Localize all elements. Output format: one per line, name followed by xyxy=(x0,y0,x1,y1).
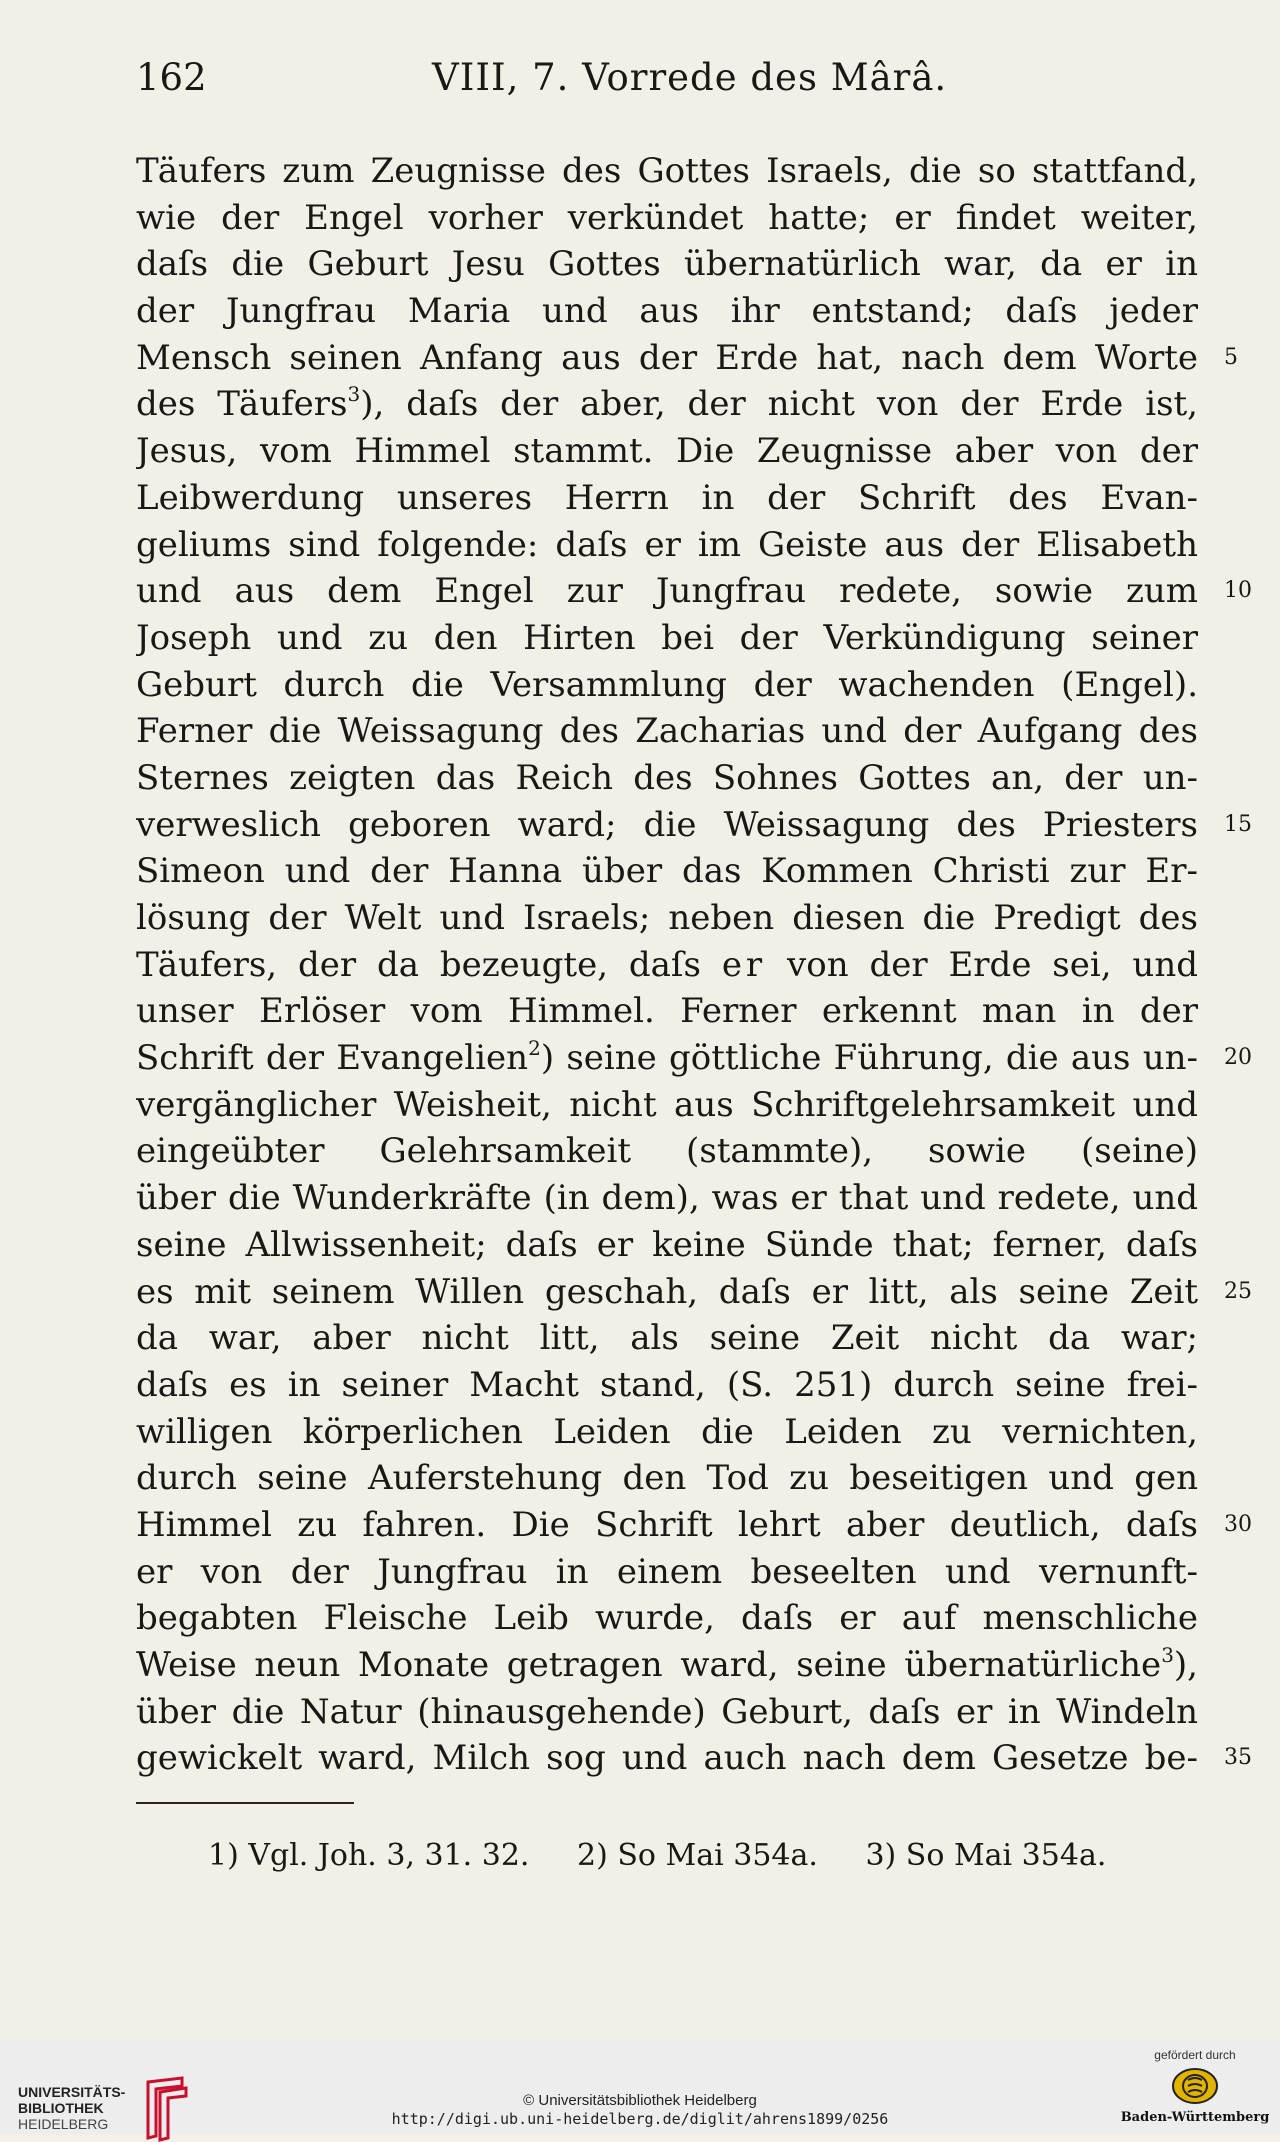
text-line xyxy=(136,942,1198,989)
text-line xyxy=(136,241,1198,288)
text-line xyxy=(136,1315,1198,1362)
text-line xyxy=(136,1735,1252,1782)
body-text xyxy=(136,148,1252,1782)
line-text: Täufers zum Zeugnisse des Gottes Israels, die so stattfand, xyxy=(136,151,1198,191)
line-text: da war, aber nicht litt, als seine Zeit nicht da war; xyxy=(136,1318,1198,1359)
text-line xyxy=(136,1269,1252,1316)
text-line xyxy=(136,1502,1252,1549)
text-line xyxy=(136,662,1198,709)
text-line xyxy=(136,288,1198,335)
line-text xyxy=(136,381,1198,428)
text-line xyxy=(136,1362,1198,1409)
text-line xyxy=(136,802,1252,849)
footnotes xyxy=(208,1834,1198,1878)
line-text: Joseph und zu den Hirten bei der Verkündigung seiner xyxy=(136,617,1198,658)
line-text xyxy=(136,1642,1198,1689)
text-line xyxy=(136,381,1198,428)
text-line xyxy=(136,195,1198,242)
line-text: Mensch seinen Anfang aus der Erde hat, nach dem Worte xyxy=(136,337,1198,378)
text-line xyxy=(136,615,1198,662)
line-text: es mit seinem Willen geschah, daſs er litt, als seine Zeit xyxy=(136,1271,1198,1312)
line-text: geliums sind folgende: daſs er im Geiste aus der Elisabeth xyxy=(136,524,1198,565)
line-text-part: von der Erde sei, und xyxy=(766,944,1198,985)
line-text: Ferner die Weissagung des Zacharias und der Aufgang des xyxy=(136,711,1198,752)
line-text-part: Schrift der Evangelien xyxy=(136,1038,529,1079)
line-text-part: ), daſs der aber, der nicht von der Erde ist, xyxy=(360,384,1198,425)
footnote-3: 3) So Mai 354a. xyxy=(865,1838,1107,1873)
page-number: 162 xyxy=(136,56,207,99)
footnote-reference: 2 xyxy=(528,1036,541,1061)
line-text: Simeon und der Hanna über das Kommen Christi zur Er- xyxy=(136,851,1198,892)
text-line xyxy=(136,475,1198,522)
line-number: 25 xyxy=(1224,1278,1252,1304)
text-line xyxy=(136,522,1198,569)
line-number: 5 xyxy=(1224,344,1238,370)
line-text: unser Erlöser vom Himmel. Ferner erkennt man in der xyxy=(136,991,1198,1032)
text-line xyxy=(136,988,1198,1035)
text-line xyxy=(136,755,1198,802)
text-line xyxy=(136,148,1198,195)
line-text-part: ), xyxy=(1173,1645,1198,1685)
line-text: durch seine Auferstehung den Tod zu beseitigen und gen xyxy=(136,1458,1198,1499)
baden-wuerttemberg-seal-icon xyxy=(1170,2066,1220,2106)
footer-bar xyxy=(0,2040,1280,2134)
text-line xyxy=(136,895,1198,942)
line-text: Sternes zeigten das Reich des Sohnes Gottes an, der un- xyxy=(136,757,1198,798)
line-text: Geburt durch die Versammlung der wachenden (Engel). xyxy=(136,664,1198,705)
text-line xyxy=(136,1175,1198,1222)
text-line xyxy=(136,1455,1198,1502)
line-number: 10 xyxy=(1224,578,1252,604)
page-header xyxy=(136,56,1196,106)
text-line xyxy=(136,1128,1198,1175)
line-text: Himmel zu fahren. Die Schrift lehrt aber deutlich, daſs xyxy=(136,1504,1198,1545)
emphasized-word: er xyxy=(721,944,767,985)
text-line xyxy=(136,568,1252,615)
copyright-notice: © Universitätsbibliothek Heidelberg xyxy=(523,2092,757,2109)
footnote-reference: 3 xyxy=(1161,1643,1174,1667)
line-text xyxy=(136,942,1198,989)
line-number: 35 xyxy=(1224,1745,1252,1771)
line-text: über die Natur (hinausgehende) Geburt, daſs er in Windeln xyxy=(136,1691,1198,1732)
footnote-1: 1) Vgl. Joh. 3, 31. 32. xyxy=(208,1838,530,1873)
text-line xyxy=(136,1595,1198,1642)
line-text: eingeübter Gelehrsamkeit (stammte), sowie (seine) xyxy=(136,1131,1198,1172)
line-text: der Jungfrau Maria und aus ihr entstand; daſs jeder xyxy=(136,291,1198,332)
line-text: willigen körperlichen Leiden die Leiden zu vernichten, xyxy=(136,1411,1198,1452)
text-line xyxy=(136,848,1198,895)
line-text: vergänglicher Weisheit, nicht aus Schriftgelehrsamkeit und xyxy=(136,1084,1198,1125)
text-line xyxy=(136,1082,1198,1129)
text-line xyxy=(136,1222,1198,1269)
footnote-2: 2) So Mai 354a. xyxy=(577,1838,818,1873)
footnote-reference: 3 xyxy=(347,382,361,407)
text-line xyxy=(136,335,1238,382)
line-text: gewickelt ward, Milch sog und auch nach dem Gesetze be- xyxy=(136,1738,1198,1779)
text-line xyxy=(136,1035,1252,1082)
line-text: daſs die Geburt Jesu Gottes übernatürlich war, da er in xyxy=(136,244,1198,285)
line-text: lösung der Welt und Israels; neben diesen die Predigt des xyxy=(136,898,1198,938)
text-line xyxy=(136,708,1198,755)
line-text: seine Allwissenheit; daſs er keine Sünde that; ferner, daſs xyxy=(136,1224,1198,1265)
line-text: über die Wunderkräfte (in dem), was er that und redete, und xyxy=(136,1178,1198,1219)
line-text xyxy=(136,1035,1198,1082)
line-number: 15 xyxy=(1224,811,1252,837)
line-text: und aus dem Engel zur Jungfrau redete, sowie zum xyxy=(136,571,1198,612)
text-line xyxy=(136,1409,1198,1456)
line-text: Leibwerdung unseres Herrn in der Schrift des Evan- xyxy=(136,477,1198,518)
line-number: 20 xyxy=(1224,1045,1252,1071)
text-line xyxy=(136,1549,1198,1596)
text-line xyxy=(136,428,1198,475)
line-text: verweslich geboren ward; die Weissagung des Priesters xyxy=(136,804,1198,845)
funder-name: Baden-Württemberg xyxy=(1120,2110,1270,2125)
line-text: er von der Jungfrau in einem beseelten und vernunft- xyxy=(136,1551,1198,1592)
permalink-url[interactable]: http://digi.ub.uni-heidelberg.de/diglit/ahrens1899/0256 xyxy=(391,2110,889,2128)
line-text-part: Weise neun Monate getragen ward, seine übernatürliche xyxy=(136,1645,1162,1685)
line-text: Jesus, vom Himmel stammt. Die Zeugnisse aber von der xyxy=(136,431,1198,472)
line-text-part: ) seine göttliche Führung, die aus un- xyxy=(540,1038,1198,1079)
line-text: wie der Engel vorher verkündet hatte; er findet weiter, xyxy=(136,197,1198,238)
funding-label: gefördert durch xyxy=(1154,2048,1236,2062)
text-line xyxy=(136,1642,1198,1689)
library-name: UNIVERSITÄTS- BIBLIOTHEK HEIDELBERG xyxy=(18,2084,126,2132)
line-number: 30 xyxy=(1224,1511,1252,1537)
line-text: daſs es in seiner Macht stand, (S. 251) durch seine frei- xyxy=(136,1364,1198,1405)
line-text-part: Täufers, der da bezeugte, daſs xyxy=(136,944,722,985)
footnote-divider xyxy=(136,1802,354,1804)
line-text-part: des Täufers xyxy=(136,384,348,425)
line-text: begabten Fleische Leib wurde, daſs er auf menschliche xyxy=(136,1598,1198,1639)
running-head: VIII, 7. Vorrede des Mârâ. xyxy=(432,56,948,99)
text-line xyxy=(136,1689,1198,1736)
